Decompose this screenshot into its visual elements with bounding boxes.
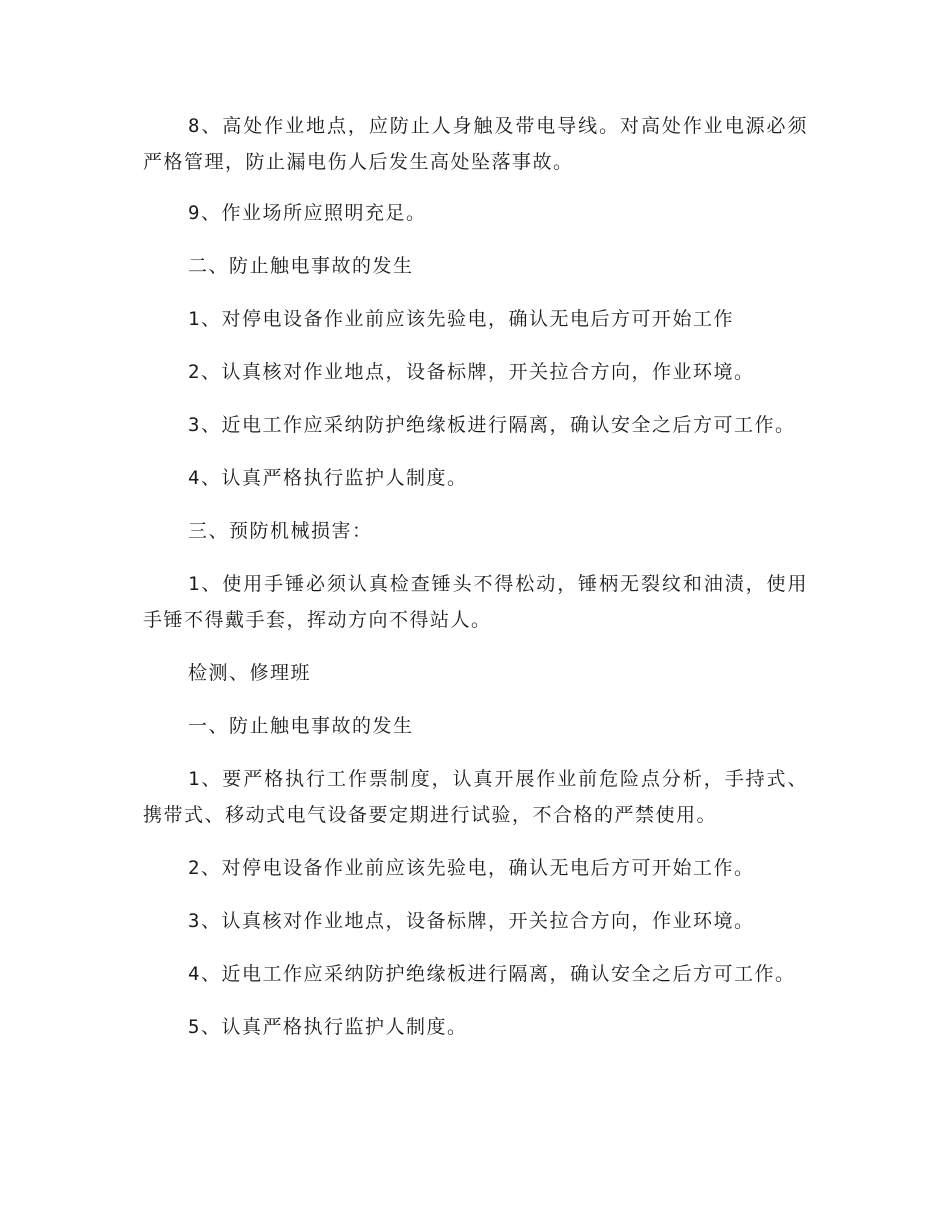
paragraph-item-3-check-site: 3、认真核对作业地点，设备标牌，开关拉合方向，作业环境。 — [188, 910, 755, 932]
paragraph-item-9-lighting: 9、作业场所应照明充足。 — [188, 202, 427, 224]
paragraph-item-8-high-work: 8、高处作业地点，应防止人身触及带电导线。对高处作业电源必须严格管理，防止漏电伤人后发生高处坠落事故。 — [143, 115, 808, 173]
section-heading-electric-shock: 二、防止触电事故的发生 — [188, 255, 414, 277]
paragraph-item-1-verify: 1、对停电设备作业前应该先验电，确认无电后方可开始工作 — [188, 308, 734, 330]
paragraph-item-4-insulation: 4、近电工作应采纳防护绝缘板进行隔离，确认安全之后方可工作。 — [188, 963, 796, 985]
paragraph-item-2-verify: 2、对停电设备作业前应该先验电，确认无电后方可开始工作。 — [188, 857, 755, 879]
section-heading-mechanical: 三、预防机械损害： — [188, 520, 373, 542]
document-body — [143, 108, 808, 1062]
paragraph-item-1-work-ticket: 1、要严格执行工作票制度，认真开展作业前危险点分析，手持式、携带式、移动式电气设备要定期进行试验，不合格的严禁使用。 — [143, 768, 808, 826]
paragraph-item-1-hammer: 1、使用手锤必须认真检查锤头不得松动，锤柄无裂纹和油渍，使用手锤不得戴手套，挥动方向不得站人。 — [143, 573, 808, 631]
section-heading-electric-shock-2: 一、防止触电事故的发生 — [188, 715, 414, 737]
section-heading-repair-team: 检测、修理班 — [188, 662, 312, 684]
paragraph-item-3-insulation: 3、近电工作应采纳防护绝缘板进行隔离，确认安全之后方可工作。 — [188, 414, 796, 436]
paragraph-item-5-supervisor: 5、认真严格执行监护人制度。 — [188, 1016, 468, 1038]
paragraph-item-2-check-site: 2、认真核对作业地点，设备标牌，开关拉合方向，作业环境。 — [188, 361, 755, 383]
paragraph-item-4-supervisor: 4、认真严格执行监护人制度。 — [188, 467, 468, 489]
